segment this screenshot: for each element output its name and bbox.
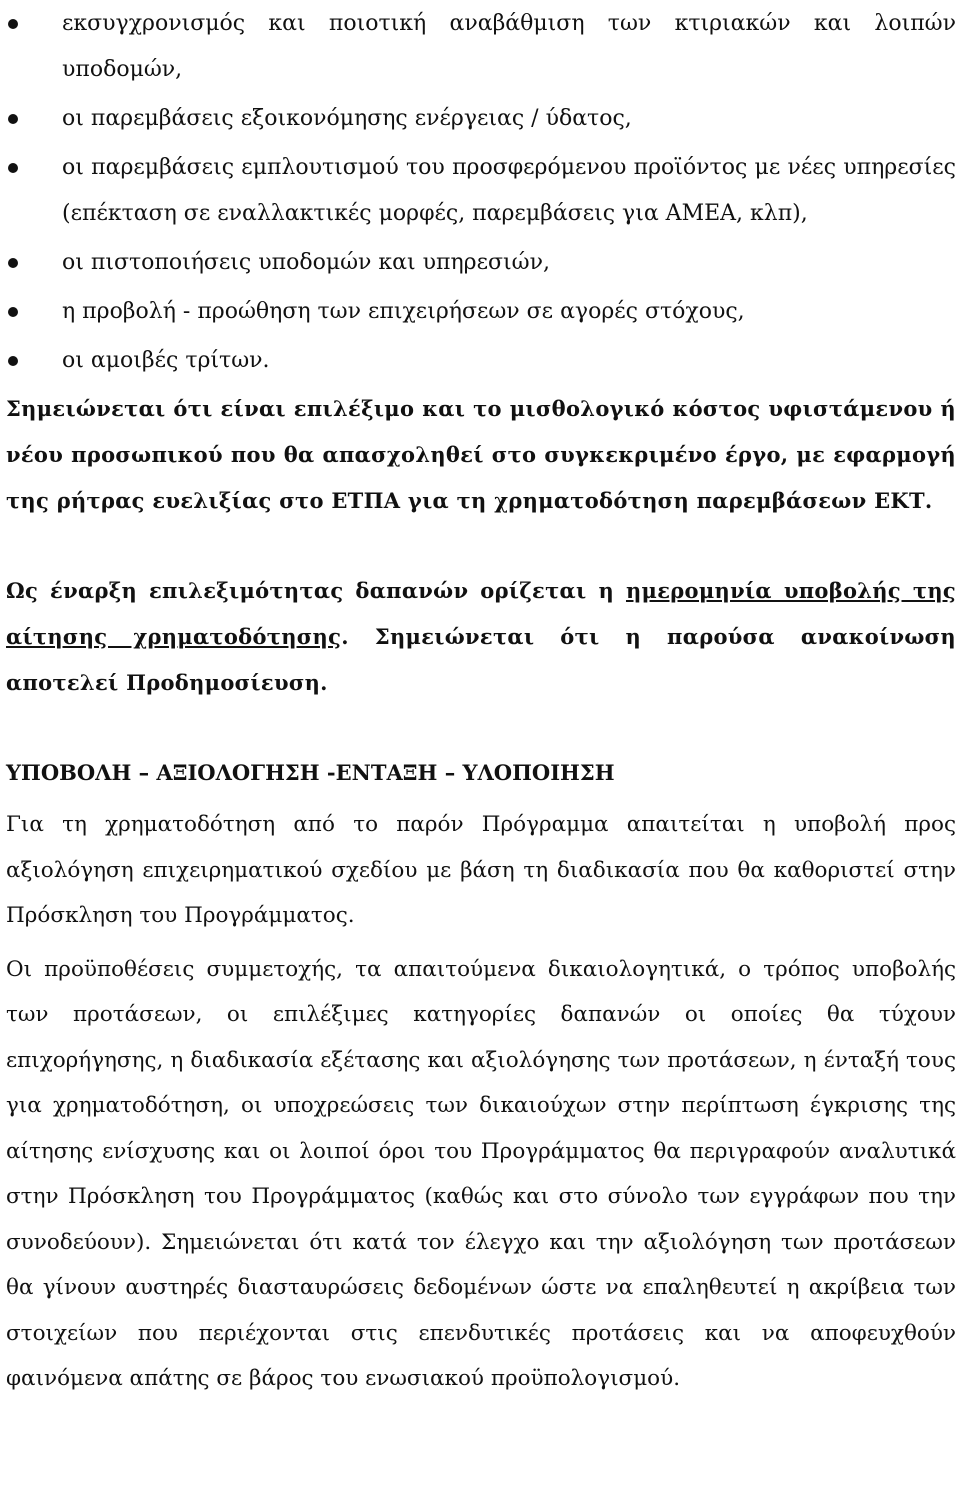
list-item-text: εκσυγχρονισμός και ποιοτική αναβάθμιση των κτιριακών και λοιπών υποδομών, — [62, 11, 956, 82]
bullet-list-wrap — [6, 0, 956, 384]
list-item — [6, 289, 956, 335]
bullet-dot-icon — [8, 356, 18, 366]
bullet-dot-icon — [8, 19, 18, 29]
bullet-dot-icon — [8, 163, 18, 173]
list-item — [6, 240, 956, 286]
list-item — [6, 338, 956, 384]
list-item — [6, 96, 956, 142]
bullet-dot-icon — [8, 114, 18, 124]
list-item-text: οι παρεμβάσεις εμπλουτισμού του προσφερόμενου προϊόντος με νέες υπηρεσίες (επέκταση σε εναλλακτικές μορφές, παρεμβάσεις για ΑΜΕΑ, κλπ), — [62, 155, 956, 226]
list-item-text: οι πιστοποιήσεις υποδομών και υπηρεσιών, — [62, 250, 550, 275]
list-item — [6, 145, 956, 237]
body-paragraph: Για τη χρηματοδότηση από το παρόν Πρόγραμμα απαιτείται η υποβολή προς αξιολόγηση επιχειρηματικού σχεδίου με βάση τη διαδικασία που θα καθοριστεί στην Πρόσκληση του Προγράμματος. — [6, 812, 956, 928]
eligibility-tail: . Σημειώνεται ότι η παρούσα ανακοίνωση αποτελεί Προδημοσίευση. — [6, 624, 956, 695]
eligibility-lead: Ως έναρξη επιλεξιμότητας δαπανών ορίζεται η — [6, 578, 626, 603]
list-item-text: η προβολή - προώθηση των επιχειρήσεων σε αγορές στόχους, — [62, 299, 745, 324]
document-page — [6, 0, 956, 1402]
note-paragraph: Σημειώνεται ότι είναι επιλέξιμο και το μισθολογικό κόστος υφιστάμενου ή νέου προσωπικού που θα απασχοληθεί στο συγκεκριμένο έργο, με εφαρμογή της ρήτρας ευελιξίας στο ΕΤΠΑ για τη χρηματοδότηση παρεμβάσεων ΕΚΤ. — [6, 396, 956, 513]
bullet-dot-icon — [8, 307, 18, 317]
list-item-text: οι αμοιβές τρίτων. — [62, 348, 270, 373]
list-item-text: οι παρεμβάσεις εξοικονόμησης ενέργειας / ύδατος, — [62, 106, 632, 131]
eligibility-paragraph — [6, 568, 956, 706]
list-item — [6, 1, 956, 93]
eligibility-start-date-text: ημερομηνία υποβολής της αίτησης χρηματοδότησης — [6, 578, 956, 649]
eligible-actions-list — [6, 1, 956, 384]
section-heading: ΥΠΟΒΟΛΗ – ΑΞΙΟΛΟΓΗΣΗ -ΕΝΤΑΞΗ – ΥΛΟΠΟΙΗΣΗ — [6, 760, 615, 785]
body-paragraph: Οι προϋποθέσεις συμμετοχής, τα απαιτούμενα δικαιολογητικά, ο τρόπος υποβολής των προτάσεων, οι επιλέξιμες κατηγορίες δαπανών οι οποίες θα τύχουν επιχορήγησης, η διαδικασία εξέτασης και αξιολόγησης των προτάσεων, η ένταξή τους για χρηματοδότηση, οι υποχρεώσεις των δικαιούχων στην περίπτωση έγκρισης της αίτησης ενίσχυσης και οι λοιποί όροι του Προγράμματος θα περιγραφούν αναλυτικά στην Πρόσκληση του Προγράμματος (καθώς και στο σύνολο των εγγράφων που την συνοδεύουν). Σημειώνεται ότι κατά τον έλεγχο και την αξιολόγηση των προτάσεων θα γίνουν αυστηρές διασταυρώσεις δεδομένων ώστε να επαληθευτεί η ακρίβεια των στοιχείων που περιέχονται στις επενδυτικές προτάσεις και να αποφευχθούν φαινόμενα απάτης σε βάρος του ενωσιακού προϋπολογισμού. — [6, 956, 956, 1391]
bullet-dot-icon — [8, 258, 18, 268]
